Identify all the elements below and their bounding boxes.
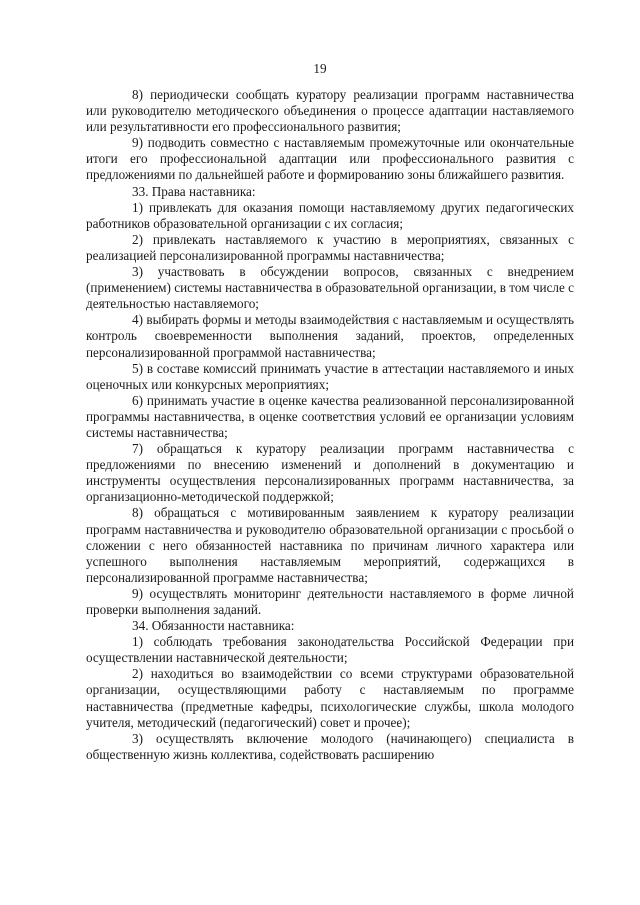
paragraph: 8) периодически сообщать куратору реализации программ наставничества или руководителю методического объединения о процессе адаптации наставляемого или результативности его профессионального развития;	[86, 87, 574, 135]
document-body	[86, 87, 574, 763]
paragraph: 2) привлекать наставляемого к участию в мероприятиях, связанных с реализацией персонализированной программы наставничества;	[86, 231, 574, 263]
paragraph: 7) обращаться к куратору реализации программ наставничества с предложениями по внесению изменений и дополнений в документацию и инструменты осуществления персонализированных программ наставничества, за организационно-методической поддержкой;	[86, 441, 574, 505]
paragraph: 1) привлекать для оказания помощи наставляемому других педагогических работников образовательной организации с их согласия;	[86, 199, 574, 231]
section-heading: 33. Права наставника:	[132, 183, 256, 199]
paragraph: 6) принимать участие в оценке качества реализованной персонализированной программы наставничества, в оценке соответствия условий ее организации условиям системы наставничества;	[86, 392, 574, 440]
paragraph: 3) осуществлять включение молодого (начинающего) специалиста в общественную жизнь коллектива, содействовать расширению	[86, 730, 574, 762]
paragraph: 4) выбирать формы и методы взаимодействия с наставляемым и осуществлять контроль своевременности выполнения заданий, проектов, определенных персонализированной программой наставничества;	[86, 312, 574, 360]
paragraph: 1) соблюдать требования законодательства Российской Федерации при осуществлении наставнической деятельности;	[86, 634, 574, 666]
paragraph: 5) в составе комиссий принимать участие в аттестации наставляемого и иных оценочных или конкурсных мероприятиях;	[86, 360, 574, 392]
paragraph: 9) осуществлять мониторинг деятельности наставляемого в форме личной проверки выполнения заданий.	[86, 585, 574, 617]
page-number: 19	[313, 61, 327, 76]
paragraph: 8) обращаться с мотивированным заявлением к куратору реализации программ наставничества и руководителю образовательной организации с просьбой о сложении с него обязанностей наставника по причинам личного характера или успешного выполнения наставляемым мероприятий, содержащихся в персонализированной программе наставничества;	[86, 505, 574, 585]
section-heading: 34. Обязанности наставника:	[132, 618, 295, 634]
paragraph: 3) участвовать в обсуждении вопросов, связанных с внедрением (применением) системы наставничества в образовательной организации, в том числе с деятельностью наставляемого;	[86, 264, 575, 312]
paragraph: 2) находиться во взаимодействии со всеми структурами образовательной организации, осуществляющими работу с наставляемым по программе наставничества (предметные кафедры, психологические службы, школа молодого учителя, методический (педагогический) совет и прочее);	[86, 666, 574, 730]
paragraph: 9) подводить совместно с наставляемым промежуточные или окончательные итоги его профессиональной адаптации или профессионального развития с предложениями по дальнейшей работе и формированию зоны ближайшего развития.	[86, 135, 574, 183]
